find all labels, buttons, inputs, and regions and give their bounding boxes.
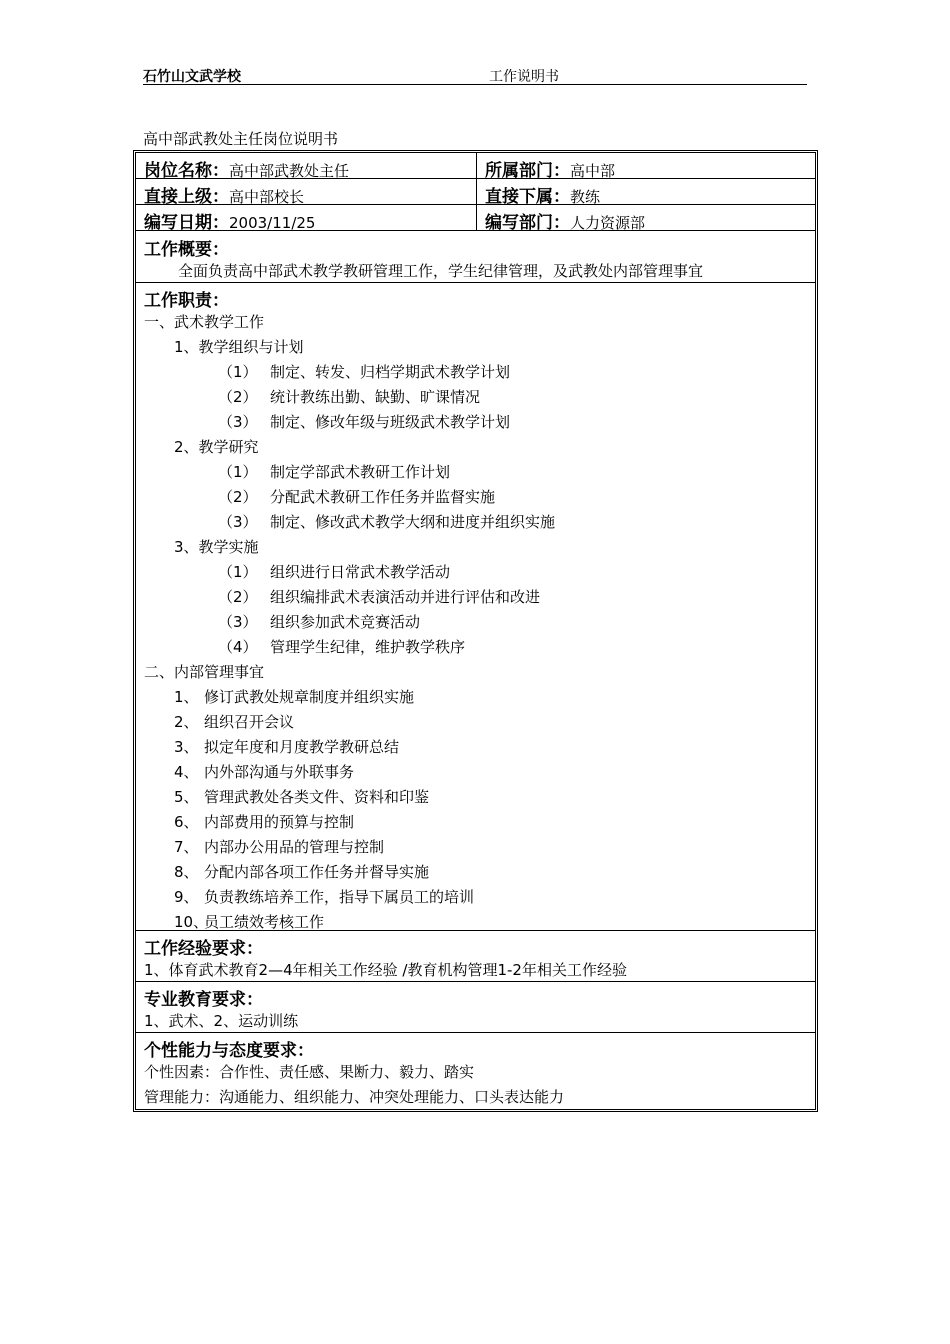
author-dept-label: 编写部门： [485, 213, 570, 233]
dept-value: 高中部 [570, 162, 616, 180]
duty-section-2-title: 二、内部管理事宜 [144, 663, 265, 681]
doc-type: 工作说明书 [489, 69, 559, 85]
duties-section [136, 283, 815, 931]
duty-group-3-title: 3、教学实施 [174, 538, 259, 556]
dept-label: 所属部门： [485, 161, 570, 181]
duty-item: （2） 统计教练出勤、缺勤、旷课情况 [218, 388, 481, 406]
education-text: 1、武术、2、运动训练 [144, 1012, 299, 1030]
mgmt-item: 5、 管理武教处各类文件、资料和印鉴 [174, 788, 430, 806]
mgmt-item: 6、 内部费用的预算与控制 [174, 813, 355, 831]
job-description-table [133, 150, 818, 1112]
position-label: 岗位名称： [144, 161, 229, 181]
mgmt-item: 4、 内外部沟通与外联事务 [174, 763, 355, 781]
education-heading: 专业教育要求： [144, 990, 263, 1010]
mgmt-item: 1、 修订武教处规章制度并组织实施 [174, 688, 415, 706]
mgmt-item: 8、 分配内部各项工作任务并督导实施 [174, 863, 430, 881]
date-value: 2003/11/25 [229, 214, 316, 232]
overview-section [136, 231, 815, 283]
mgmt-item: 7、 内部办公用品的管理与控制 [174, 838, 385, 856]
duty-item: （1） 制定、转发、归档学期武术教学计划 [218, 363, 511, 381]
mgmt-item: 2、 组织召开会议 [174, 713, 295, 731]
personality-line-1: 个性因素：合作性、责任感、果断力、毅力、踏实 [144, 1063, 475, 1081]
duties-heading: 工作职责： [144, 291, 229, 311]
duty-item: （4） 管理学生纪律，维护教学秩序 [218, 638, 466, 656]
duty-group-1-title: 1、教学组织与计划 [174, 338, 304, 356]
personality-line-2: 管理能力：沟通能力、组织能力、冲突处理能力、口头表达能力 [144, 1088, 565, 1106]
education-section [136, 982, 815, 1033]
duty-item: （3） 制定、修改武术教学大纲和进度并组织实施 [218, 513, 556, 531]
overview-heading: 工作概要： [144, 240, 229, 260]
duty-section-1-title: 一、武术教学工作 [144, 313, 265, 331]
duty-item: （3） 组织参加武术竞赛活动 [218, 613, 421, 631]
duty-item: （2） 分配武术教研工作任务并监督实施 [218, 488, 496, 506]
page-header [143, 64, 807, 85]
mgmt-item: 9、 负责教练培养工作，指导下属员工的培训 [174, 888, 475, 906]
author-dept-value: 人力资源部 [570, 214, 646, 232]
subordinate-value: 教练 [570, 188, 601, 206]
experience-section [136, 931, 815, 982]
personality-section [136, 1033, 815, 1109]
duty-group-2-title: 2、教学研究 [174, 438, 259, 456]
superior-value: 高中部校长 [229, 188, 305, 206]
subordinate-label: 直接下属： [485, 187, 570, 207]
row-position [136, 153, 815, 179]
document-title: 高中部武教处主任岗位说明书 [143, 130, 339, 148]
duty-item: （3） 制定、修改年级与班级武术教学计划 [218, 413, 511, 431]
duty-item: （1） 制定学部武术教研工作计划 [218, 463, 451, 481]
position-value: 高中部武教处主任 [229, 162, 350, 180]
duty-item: （1） 组织进行日常武术教学活动 [218, 563, 451, 581]
date-label: 编写日期： [144, 213, 229, 233]
mgmt-item: 3、 拟定年度和月度教学教研总结 [174, 738, 400, 756]
mgmt-item: 10、员工绩效考核工作 [174, 913, 325, 931]
experience-heading: 工作经验要求： [144, 939, 263, 959]
overview-text: 全面负责高中部武术教学教研管理工作，学生纪律管理，及武教处内部管理事宜 [178, 262, 704, 280]
superior-label: 直接上级： [144, 187, 229, 207]
row-superior [136, 179, 815, 205]
school-name: 石竹山文武学校 [143, 69, 241, 85]
row-date [136, 205, 815, 231]
personality-heading: 个性能力与态度要求： [144, 1041, 314, 1061]
experience-text: 1、体育武术教育2—4年相关工作经验 /教育机构管理1-2年相关工作经验 [144, 961, 627, 979]
duty-item: （2） 组织编排武术表演活动并进行评估和改进 [218, 588, 541, 606]
